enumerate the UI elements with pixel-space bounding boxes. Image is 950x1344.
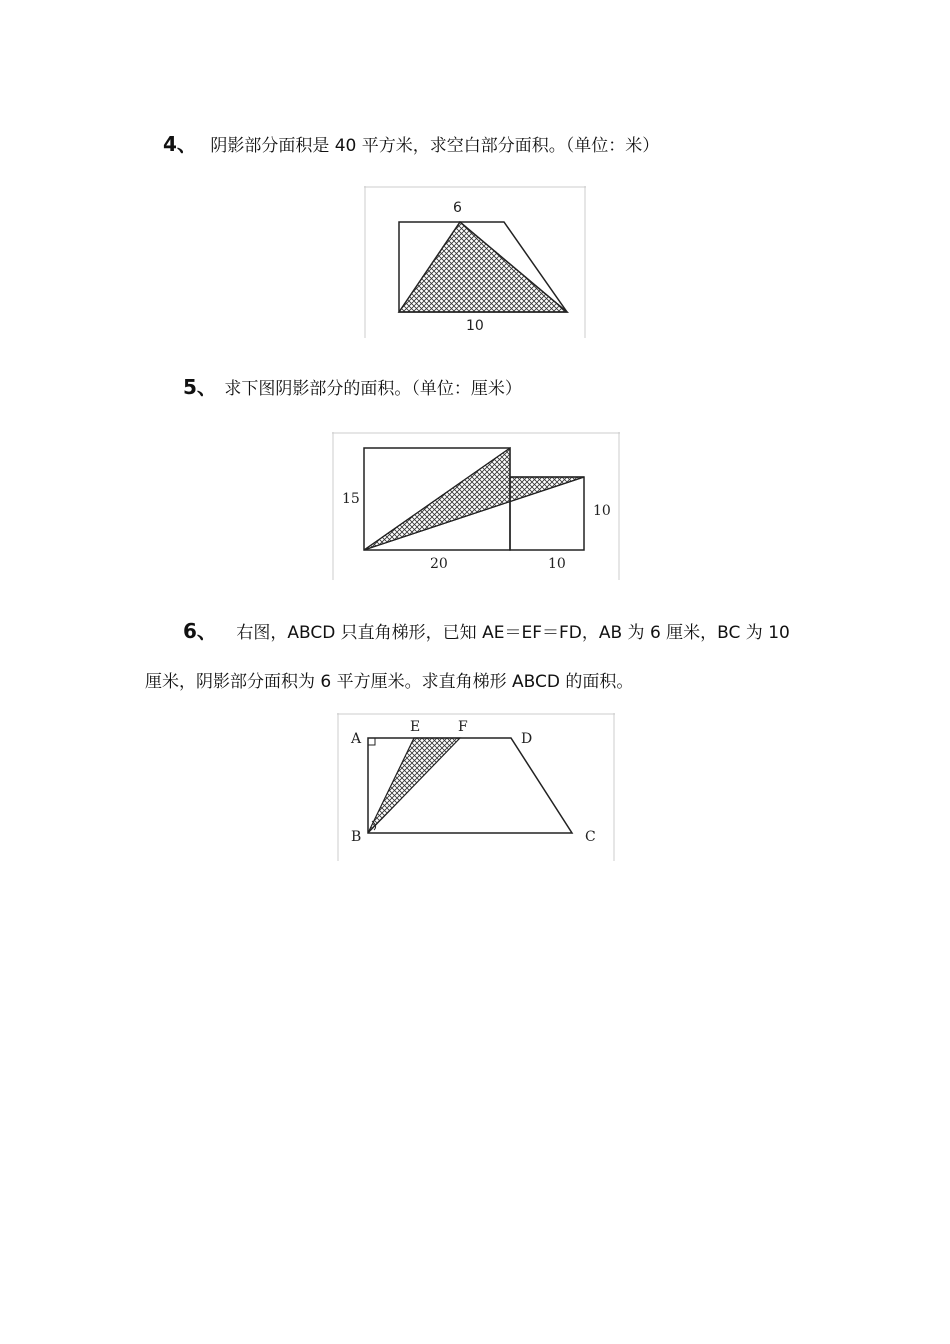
figure-6-label-a: A [351,731,362,747]
question-6-line-2 [145,667,633,692]
question-5-number: 5、 [183,375,217,399]
question-4-number: 4、 [163,132,197,156]
figure-5 [332,432,620,580]
question-5-text [183,371,522,400]
question-5-body: 求下图阴影部分的面积。（单位：厘米） [224,379,522,399]
question-6-line-1 [183,615,790,644]
question-4-body: 阴影部分面积是 40 平方米，求空白部分面积。（单位：米） [210,136,660,156]
figure-6-label-e: E [410,719,421,735]
question-6-number: 6、 [183,619,217,643]
figure-5-bottom-right-label: 10 [548,556,566,572]
figure-4 [364,186,586,338]
figure-5-shaded-region [364,448,584,550]
figure-6-label-c: C [585,829,596,845]
figure-6-shaded-triangle [368,738,460,833]
figure-6-label-f: F [458,719,468,735]
figure-6-label-b: B [351,829,362,845]
figure-5-bottom-left-label: 20 [430,556,448,572]
figure-6 [337,713,615,861]
question-4-text [163,128,659,157]
figure-4-top-label: 6 [453,200,462,216]
question-6-body-1: 右图，ABCD 只直角梯形，已知 AE＝EF＝FD，AB 为 6 厘米，BC 为 10 [236,623,790,643]
figure-5-left-label: 15 [342,491,360,507]
figure-4-shaded-triangle [399,222,567,312]
figure-4-bottom-label: 10 [466,318,484,334]
question-6-body-2: 厘米，阴影部分面积为 6 平方厘米。求直角梯形 ABCD 的面积。 [145,672,634,692]
figure-5-right-label: 10 [593,503,611,519]
figure-6-right-angle-mark [368,738,375,745]
figure-6-label-d: D [521,731,533,747]
